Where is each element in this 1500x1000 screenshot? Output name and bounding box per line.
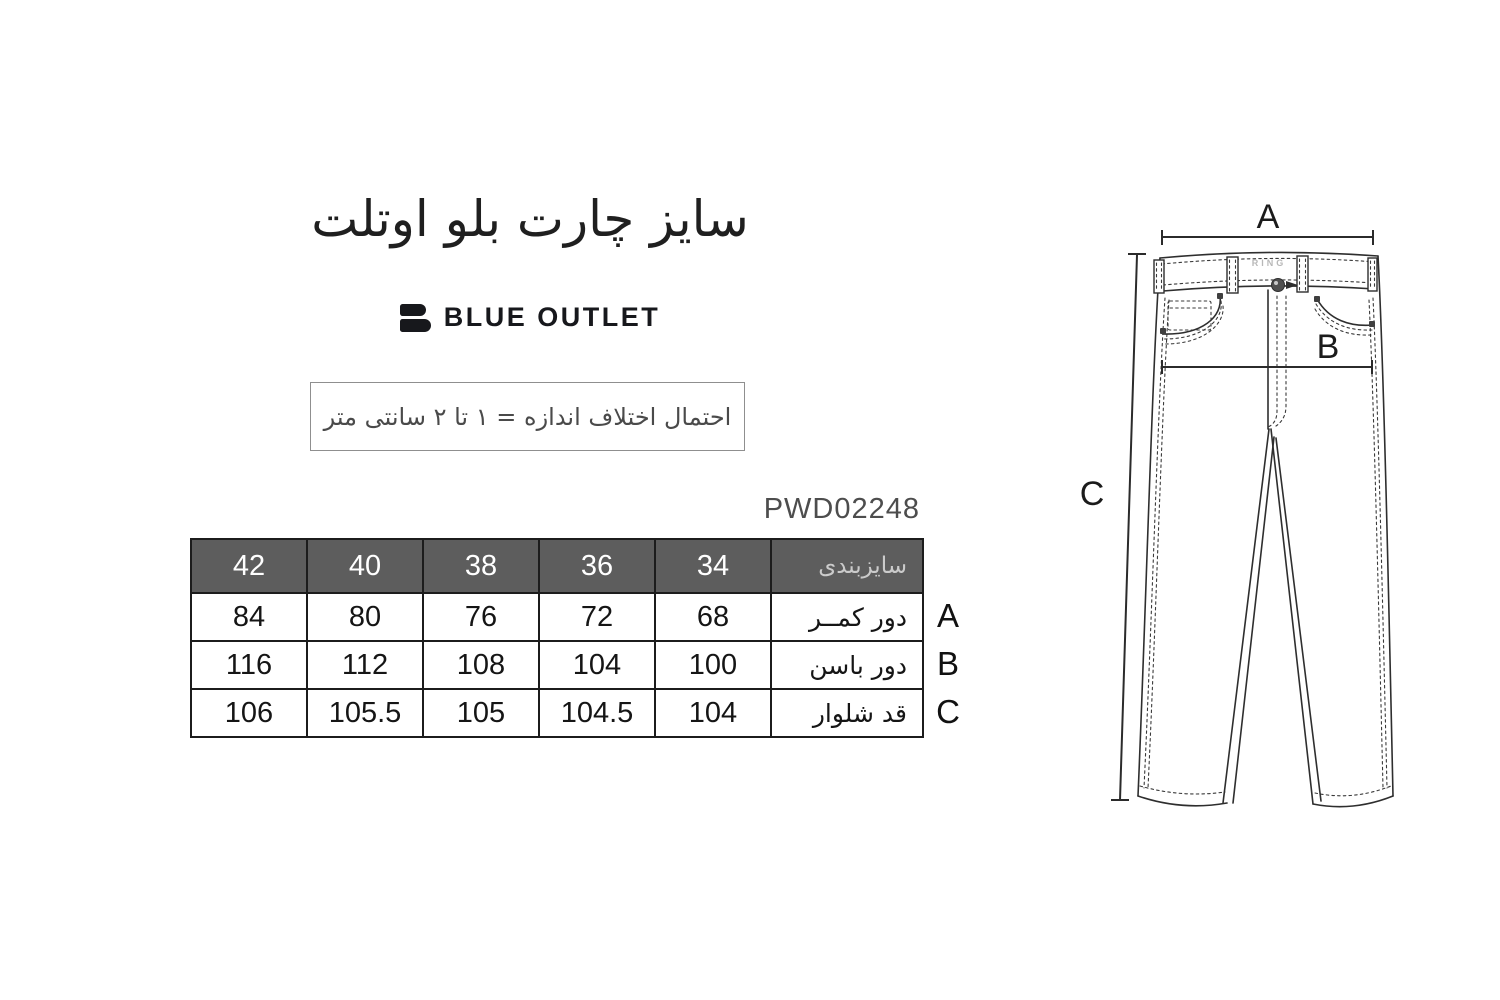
jeans-outline <box>1138 252 1393 806</box>
measurement-cell: 116 <box>191 641 307 689</box>
b-mark-bottom-bar <box>400 319 431 332</box>
dimension-a-label: A <box>1256 198 1280 236</box>
size-header-cell: 38 <box>423 539 539 593</box>
measurement-cell: 100 <box>655 641 771 689</box>
jeans-diagram <box>1070 190 1450 835</box>
size-header-cell: 42 <box>191 539 307 593</box>
hip-row <box>191 641 923 689</box>
length-row <box>191 689 923 737</box>
b-mark-top-bar <box>400 304 426 316</box>
measurement-cell: 105.5 <box>307 689 423 737</box>
size-header-cell: 34 <box>655 539 771 593</box>
brand-row <box>150 302 910 333</box>
measurement-cell: 106 <box>191 689 307 737</box>
tolerance-note-text: احتمال اختلاف اندازه = ۱ تا ۲ سانتی متر <box>323 402 732 431</box>
measurement-cell: 84 <box>191 593 307 641</box>
row-letter-a: A <box>936 597 959 634</box>
tolerance-note-box <box>310 382 745 451</box>
measurement-cell: 68 <box>655 593 771 641</box>
size-table-header-row <box>191 539 923 593</box>
row-label-length: قد شلوار <box>771 689 923 737</box>
blue-outlet-b-mark-icon <box>400 304 431 332</box>
row-letter-column <box>926 592 970 736</box>
product-code: PWD02248 <box>763 493 920 525</box>
rivet-icon <box>1369 321 1375 327</box>
size-header-cell: 40 <box>307 539 423 593</box>
row-label-hip: دور باسن <box>771 641 923 689</box>
brand-name: BLUE OUTLET <box>443 302 661 332</box>
measurement-cell: 108 <box>423 641 539 689</box>
measurement-cell: 105 <box>423 689 539 737</box>
measurement-cell: 104 <box>655 689 771 737</box>
rivet-icon <box>1314 296 1320 302</box>
measurement-cell: 72 <box>539 593 655 641</box>
dimension-a <box>1162 198 1373 245</box>
waist-row <box>191 593 923 641</box>
rivet-icon <box>1217 293 1223 299</box>
size-table <box>190 538 924 738</box>
measurement-cell: 76 <box>423 593 539 641</box>
measurement-cell: 104.5 <box>539 689 655 737</box>
measurement-cell: 80 <box>307 593 423 641</box>
dimension-b-label: B <box>1316 328 1340 366</box>
dimension-c <box>1080 254 1146 800</box>
rivet-icon <box>1160 328 1166 334</box>
page-title: سایز چارت بلو اوتلت <box>311 190 749 248</box>
measurement-cell: 104 <box>539 641 655 689</box>
row-letter-c: C <box>936 693 960 730</box>
dimension-c-label: C <box>1079 475 1105 513</box>
size-header-label: سایزبندی <box>771 539 923 593</box>
row-letter-b: B <box>936 645 959 682</box>
row-label-waist: دور کمــر <box>771 593 923 641</box>
waistband-brand-text: RING <box>1251 258 1287 268</box>
size-header-cell: 36 <box>539 539 655 593</box>
measurement-cell: 112 <box>307 641 423 689</box>
